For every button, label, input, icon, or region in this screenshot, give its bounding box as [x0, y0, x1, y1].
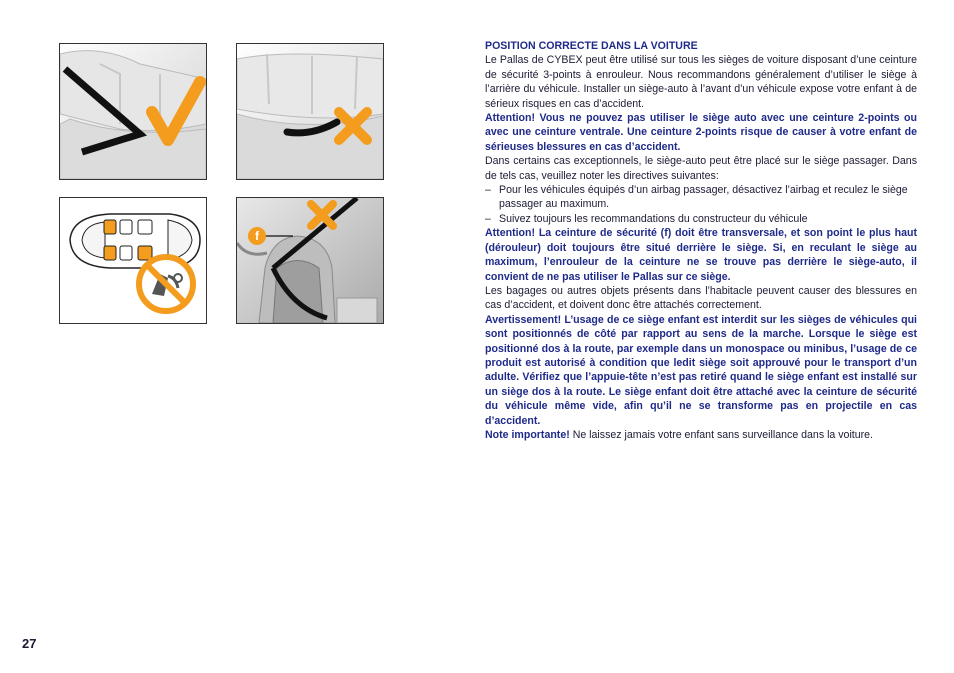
figure-belt-routing	[236, 197, 384, 324]
paragraph-luggage: Les bagages ou autres objets présents dans l’habitacle peuvent causer des blessures en cas d’accident, et doivent donc être attachés correctement.	[485, 284, 917, 312]
section-title: POSITION CORRECTE DANS LA VOITURE	[485, 40, 698, 52]
bullet-item	[485, 212, 917, 226]
seat-illustration-2	[237, 44, 383, 179]
paragraph-intro: Le Pallas de CYBEX peut être utilisé sur tous les sièges de voiture disposant d’une ceinture de sécurité 3-points à enrouleur. Nous recommandons généralement d’utiliser le siège à l’arrière du véhicule. Installer un siège-auto à l’avant d’un véhicule expose votre enfant à de sérieux risques en cas d’accident.	[485, 54, 917, 110]
bullet-text: Pour les véhicules équipés d’un airbag passager, désactivez l’airbag et reculez le siège passager au maximum.	[499, 184, 908, 211]
note-text: Ne laissez jamais votre enfant sans surveillance dans la voiture.	[569, 428, 873, 441]
warning-two-point-belt: Attention! Vous ne pouvez pas utiliser le siège auto avec une ceinture 2-points ou avec une ceinture ventrale. Une ceinture 2-points risque de causer à votre enfant de sérieuses blessures en cas d’accident.	[485, 112, 917, 153]
belt-illustration	[237, 198, 383, 323]
warning-belt-routing: Attention! La ceinture de sécurité (f) doit être transversale, et son point le plus haut (dérouleur) doit toujours être situé derrière le siège. Si, en reculant le siège au maximum, l’enrouleur de la ceinture ne se trouve pas derrière le siège-auto, il convient de ne pas utiliser le Pallas sur ce siège.	[485, 227, 917, 283]
bullet-dash: –	[485, 212, 491, 225]
bullet-dash: –	[485, 184, 491, 197]
important-note	[485, 428, 917, 442]
figure-three-point-belt-correct	[59, 43, 207, 180]
no-child-seat-icon	[139, 257, 193, 311]
figure-two-point-belt-wrong	[236, 43, 384, 180]
paragraph-passenger-seat: Dans certains cas exceptionnels, le siège-auto peut être placé sur le siège passager. Dans de tels cas, veuillez noter les directives suivantes:	[485, 155, 917, 182]
figure-car-top-view	[59, 197, 207, 324]
page-number: 27	[22, 636, 37, 651]
warning-side-facing-seats: Avertissement! L’usage de ce siège enfant est interdit sur les sièges de véhicules qui sont positionnés de côté par rapport au sens de la marche. Lorsque le siège est positionné dos à la route, par exemple dans un monospace ou minibus, l’usage de ce produit est autorisé à condition que ledit siège soit approuvé pour le transport d’un adulte. Vérifiez que l’appuie-tête n’est pas retiré quand le siège enfant est installé sur un siège dos à la route. Le siège enfant doit être attaché avec la ceinture de sécurité du véhicule même vide, afin qu’il ne se transforme pas en projectile en cas d’accident.	[485, 313, 917, 427]
car-illustration	[60, 198, 206, 323]
belt-label-f: f	[255, 229, 259, 243]
bullet-item	[485, 183, 917, 212]
bullet-text: Suivez toujours les recommandations du constructeur du véhicule	[499, 212, 808, 225]
seat-illustration-1	[60, 44, 206, 179]
note-label: Note importante!	[485, 428, 570, 441]
belt-label-icon	[248, 227, 266, 245]
instruction-text-column	[485, 39, 917, 442]
